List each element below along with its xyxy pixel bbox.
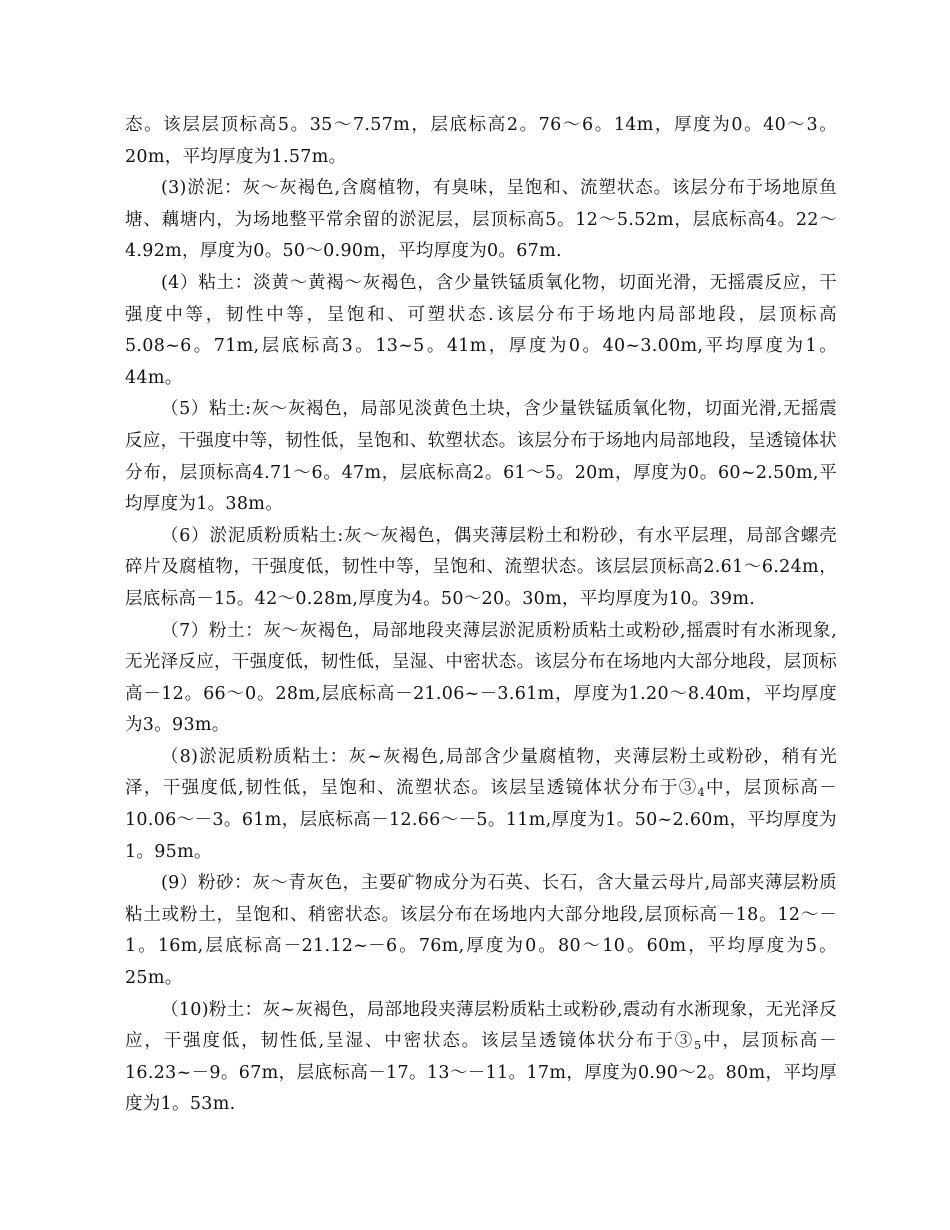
subscript-layer-index: 5 <box>694 1039 702 1053</box>
paragraph-layer-7-silt: （7）粉土：灰～灰褐色，局部地段夹薄层淤泥质粉质粘土或粉砂,摇震时有水淅现象,无光泽反应，干强度低，韧性低，呈湿、中密状态。该层分布在场地内大部分地段，层顶标高－12。66～0。28m,层底标高－21.06~－3.61m，厚度为1.20～8.40m，平均厚度为3。93m。 <box>125 620 837 736</box>
paragraph-layer-3-silt: (3)淤泥：灰～灰褐色,含腐植物，有臭味，呈饱和、流塑状态。该层分布于场地原鱼塘、藕塘内，为场地整平常余留的淤泥层，层顶标高5。12～5.52m，层底标高4。22～4.92m，厚度为0。50～0.90m，平均厚度为0。67m. <box>125 178 837 262</box>
paragraph-layer-10-text-before: （10)粉土：灰~灰褐色，局部地段夹薄层粉质粘土或粉砂,震动有水淅现象，无光泽反应，干强度低，韧性低,呈湿、中密状态。该层呈透镜体状分布于③ <box>125 999 837 1052</box>
paragraph-layer-2-continuation: 态。该层层顶标高5。35～7.57m，层底标高2。76～6。14m，厚度为0。40～3。20m，平均厚度为1.57m。 <box>125 115 837 167</box>
paragraph-layer-8-silty-clay <box>125 742 837 868</box>
paragraph-layer-10-silt <box>125 995 837 1121</box>
paragraph-layer-9-fine-sand: (9）粉砂：灰～青灰色，主要矿物成分为石英、长石，含大量云母片,局部夹薄层粉质粘土或粉土，呈饱和、稍密状态。该层分布在场地内大部分地段,层顶标高－18。12～－1。16m,层底标高－21.12~－6。76m,厚度为0。80～10。60m，平均厚度为5。25m。 <box>125 873 837 989</box>
paragraph-layer-6-silty-clay: （6）淤泥质粉质粘土:灰～灰褐色，偶夹薄层粉土和粉砂，有水平层理，局部含螺壳碎片及腐植物，干强度低，韧性中等，呈饱和、流塑状态。该层层顶标高2.61～6.24m，层底标高－15。42～0.28m,厚度为4。50～20。30m，平均厚度为10。39m. <box>125 525 837 609</box>
document-body <box>125 110 837 1121</box>
paragraph-layer-10-text-after: 中，层顶标高－16.23~－9。67m，层底标高－17。13～－11。17m，厚度为0.90～2。80m，平均厚度为1。53m. <box>125 1031 837 1115</box>
paragraph-layer-8-text-after: 中，层顶标高－10.06～－3。61m，层底标高－12.66～－5。11m,厚度为1。50~2.60m，平均厚度为1。95m。 <box>125 778 837 862</box>
paragraph-layer-5-clay: （5）粘土:灰～灰褐色，局部见淡黄色土块，含少量铁锰质氧化物，切面光滑,无摇震反应，干强度中等，韧性低，呈饱和、软塑状态。该层分布于场地内局部地段，呈透镜体状分布，层顶标高4.71～6。47m，层底标高2。61～5。20m，厚度为0。60~2.50m,平均厚度为1。38m。 <box>125 399 837 515</box>
subscript-layer-index: 4 <box>697 786 705 800</box>
paragraph-layer-4-clay: (4）粘土：淡黄～黄褐～灰褐色，含少量铁锰质氧化物，切面光滑，无摇震反应，干强度中等，韧性中等，呈饱和、可塑状态.该层分布于场地内局部地段，层顶标高5.08~6。71m,层底标高3。13~5。41m，厚度为0。40~3.00m,平均厚度为1。44m。 <box>125 272 837 388</box>
paragraph-layer-8-text-before: （8)淤泥质粉质粘土：灰~灰褐色,局部含少量腐植物，夹薄层粉土或粉砂，稍有光泽，干强度低,韧性低，呈饱和、流塑状态。该层呈透镜体状分布于③ <box>125 746 837 799</box>
